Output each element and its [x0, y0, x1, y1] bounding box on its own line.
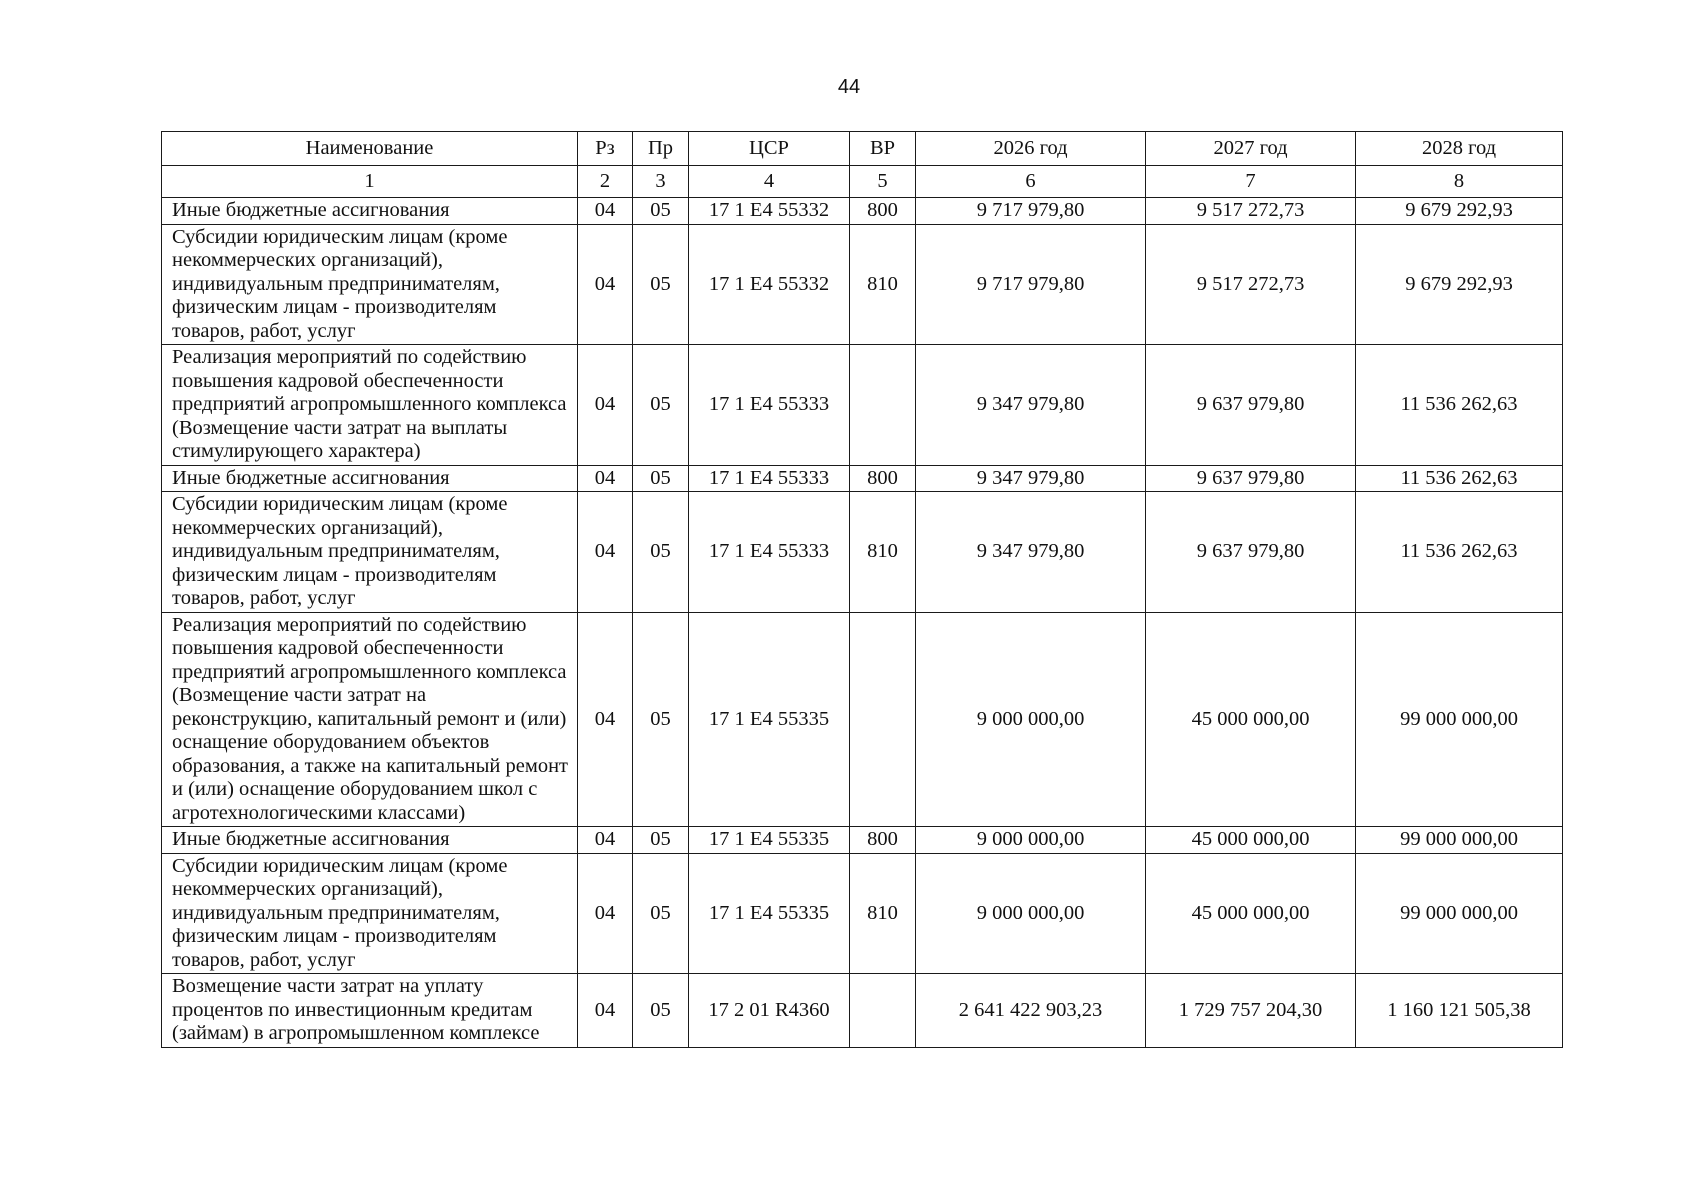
row-2028-value: 11 536 262,63 — [1356, 465, 1563, 492]
header-vr: ВР — [850, 132, 916, 166]
row-2027-value: 9 637 979,80 — [1146, 345, 1356, 466]
header-row — [162, 132, 1563, 166]
row-2026-value: 9 000 000,00 — [916, 827, 1146, 854]
table-row — [162, 612, 1563, 827]
row-name-cell: Иные бюджетные ассигнования — [162, 465, 578, 492]
table-row — [162, 827, 1563, 854]
row-name-cell: Возмещение части затрат на уплату процентов по инвестиционным кредитам (займам) в агропромышленном комплексе — [162, 974, 578, 1048]
row-pr-cell: 05 — [633, 827, 689, 854]
column-number: 3 — [633, 166, 689, 198]
row-2026-value: 9 000 000,00 — [916, 612, 1146, 827]
row-2028-value: 99 000 000,00 — [1356, 827, 1563, 854]
row-name-cell: Иные бюджетные ассигнования — [162, 827, 578, 854]
column-number: 1 — [162, 166, 578, 198]
row-2027-value: 9 517 272,73 — [1146, 198, 1356, 225]
table-body — [162, 166, 1563, 1048]
column-number: 2 — [578, 166, 633, 198]
row-pr-cell: 05 — [633, 198, 689, 225]
header-2026: 2026 год — [916, 132, 1146, 166]
budget-table — [161, 131, 1563, 1048]
row-csr-cell: 17 1 E4 55333 — [689, 345, 850, 466]
header-pr: Пр — [633, 132, 689, 166]
row-vr-cell: 810 — [850, 853, 916, 974]
row-pr-cell: 05 — [633, 465, 689, 492]
table-header — [162, 132, 1563, 166]
header-2028: 2028 год — [1356, 132, 1563, 166]
row-rz-cell: 04 — [578, 853, 633, 974]
row-vr-cell: 800 — [850, 465, 916, 492]
row-2026-value: 9 347 979,80 — [916, 465, 1146, 492]
row-vr-cell: 800 — [850, 827, 916, 854]
row-2026-value: 9 717 979,80 — [916, 198, 1146, 225]
row-2028-value: 9 679 292,93 — [1356, 224, 1563, 345]
row-rz-cell: 04 — [578, 612, 633, 827]
row-2027-value: 9 637 979,80 — [1146, 492, 1356, 613]
row-csr-cell: 17 1 E4 55332 — [689, 224, 850, 345]
row-csr-cell: 17 1 E4 55333 — [689, 492, 850, 613]
table-row — [162, 465, 1563, 492]
row-name-cell: Реализация мероприятий по содействию повышения кадровой обеспеченности предприятий агропромышленного комплекса (Возмещение части затрат на реконструкцию, капитальный ремонт и (или) оснащение оборудованием объектов образования, а также на капитальный ремонт и (или) оснащение оборудованием школ с агротехнологическими классами) — [162, 612, 578, 827]
row-csr-cell: 17 1 E4 55335 — [689, 612, 850, 827]
header-csr: ЦСР — [689, 132, 850, 166]
row-2026-value: 9 347 979,80 — [916, 492, 1146, 613]
table-row — [162, 224, 1563, 345]
row-2028-value: 99 000 000,00 — [1356, 853, 1563, 974]
row-csr-cell: 17 1 E4 55335 — [689, 853, 850, 974]
row-rz-cell: 04 — [578, 465, 633, 492]
column-number: 4 — [689, 166, 850, 198]
row-name-cell: Иные бюджетные ассигнования — [162, 198, 578, 225]
row-name-cell: Субсидии юридическим лицам (кроме некоммерческих организаций), индивидуальным предпринимателям, физическим лицам - производителям товаров, работ, услуг — [162, 492, 578, 613]
header-name: Наименование — [162, 132, 578, 166]
column-number: 7 — [1146, 166, 1356, 198]
row-vr-cell — [850, 612, 916, 827]
row-pr-cell: 05 — [633, 853, 689, 974]
table-row — [162, 345, 1563, 466]
row-2026-value: 2 641 422 903,23 — [916, 974, 1146, 1048]
row-2028-value: 11 536 262,63 — [1356, 345, 1563, 466]
row-pr-cell: 05 — [633, 492, 689, 613]
row-pr-cell: 05 — [633, 612, 689, 827]
table-row — [162, 492, 1563, 613]
row-csr-cell: 17 1 E4 55332 — [689, 198, 850, 225]
row-2028-value: 9 679 292,93 — [1356, 198, 1563, 225]
row-2027-value: 45 000 000,00 — [1146, 612, 1356, 827]
row-2027-value: 9 637 979,80 — [1146, 465, 1356, 492]
row-csr-cell: 17 2 01 R4360 — [689, 974, 850, 1048]
row-rz-cell: 04 — [578, 974, 633, 1048]
column-number-row — [162, 166, 1563, 198]
table-row — [162, 853, 1563, 974]
row-vr-cell: 810 — [850, 492, 916, 613]
row-2027-value: 1 729 757 204,30 — [1146, 974, 1356, 1048]
row-csr-cell: 17 1 E4 55335 — [689, 827, 850, 854]
row-2026-value: 9 000 000,00 — [916, 853, 1146, 974]
row-2027-value: 45 000 000,00 — [1146, 853, 1356, 974]
row-pr-cell: 05 — [633, 224, 689, 345]
row-2028-value: 99 000 000,00 — [1356, 612, 1563, 827]
row-name-cell: Субсидии юридическим лицам (кроме некоммерческих организаций), индивидуальным предпринимателям, физическим лицам - производителям товаров, работ, услуг — [162, 224, 578, 345]
row-rz-cell: 04 — [578, 827, 633, 854]
row-name-cell: Реализация мероприятий по содействию повышения кадровой обеспеченности предприятий агропромышленного комплекса (Возмещение части затрат на выплаты стимулирующего характера) — [162, 345, 578, 466]
row-vr-cell — [850, 974, 916, 1048]
row-name-cell: Субсидии юридическим лицам (кроме некоммерческих организаций), индивидуальным предпринимателям, физическим лицам - производителям товаров, работ, услуг — [162, 853, 578, 974]
row-vr-cell: 810 — [850, 224, 916, 345]
row-rz-cell: 04 — [578, 345, 633, 466]
row-rz-cell: 04 — [578, 492, 633, 613]
header-2027: 2027 год — [1146, 132, 1356, 166]
row-vr-cell: 800 — [850, 198, 916, 225]
row-pr-cell: 05 — [633, 974, 689, 1048]
page-number: 44 — [837, 76, 861, 98]
header-rz: Рз — [578, 132, 633, 166]
row-2028-value: 1 160 121 505,38 — [1356, 974, 1563, 1048]
table-row — [162, 198, 1563, 225]
row-pr-cell: 05 — [633, 345, 689, 466]
row-2026-value: 9 717 979,80 — [916, 224, 1146, 345]
row-2027-value: 9 517 272,73 — [1146, 224, 1356, 345]
row-csr-cell: 17 1 E4 55333 — [689, 465, 850, 492]
row-rz-cell: 04 — [578, 224, 633, 345]
row-2027-value: 45 000 000,00 — [1146, 827, 1356, 854]
row-2026-value: 9 347 979,80 — [916, 345, 1146, 466]
row-rz-cell: 04 — [578, 198, 633, 225]
row-vr-cell — [850, 345, 916, 466]
column-number: 8 — [1356, 166, 1563, 198]
table-row — [162, 974, 1563, 1048]
column-number: 5 — [850, 166, 916, 198]
column-number: 6 — [916, 166, 1146, 198]
row-2028-value: 11 536 262,63 — [1356, 492, 1563, 613]
